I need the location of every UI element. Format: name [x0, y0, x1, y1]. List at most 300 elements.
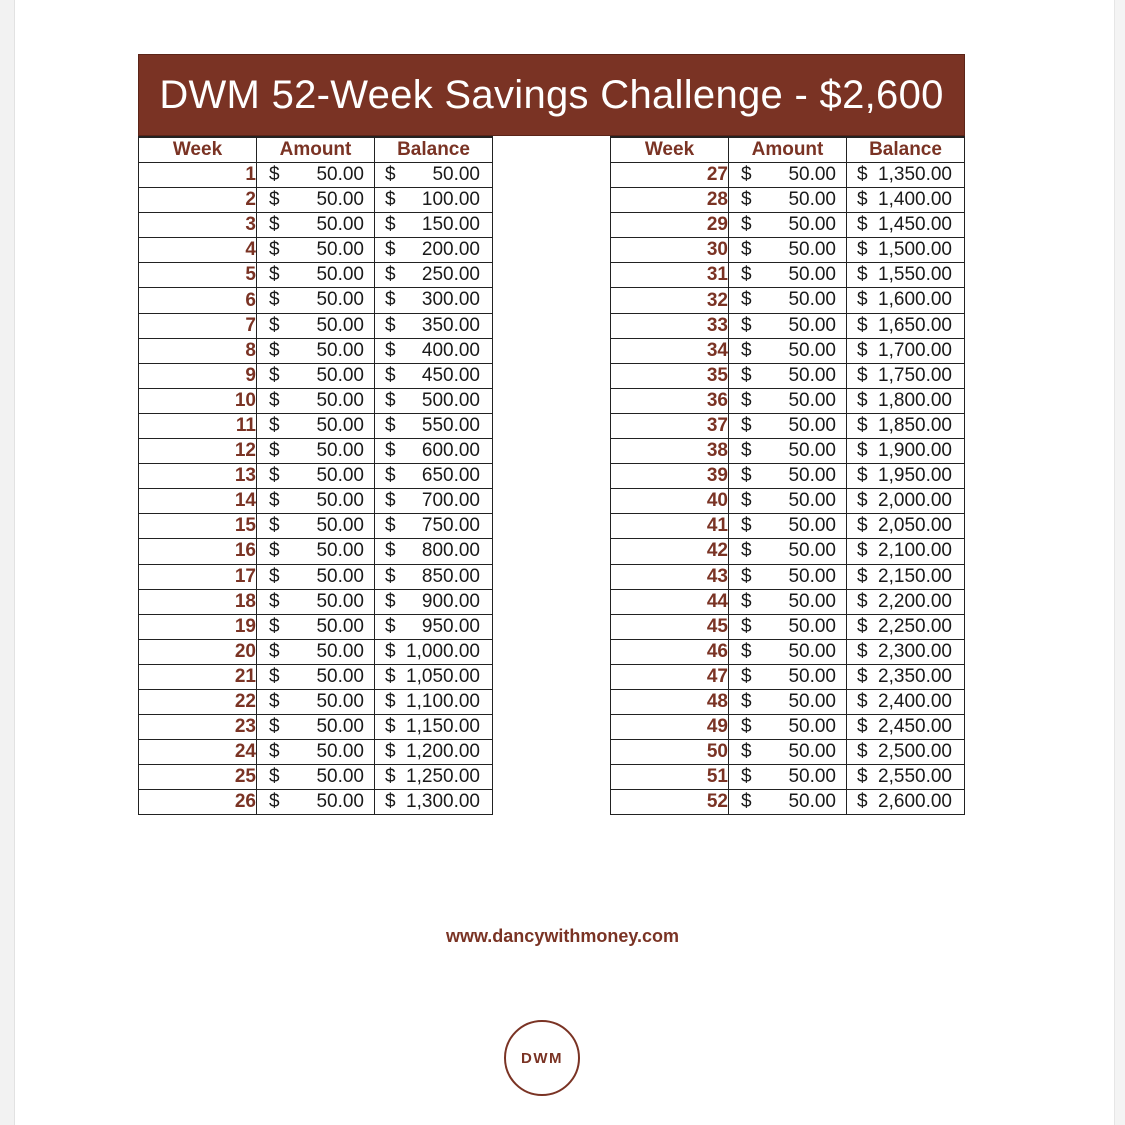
- amount-cell: [257, 740, 375, 765]
- balance-cell: [847, 338, 965, 363]
- currency-symbol: $: [385, 490, 396, 512]
- balance-value: 700.00: [421, 490, 480, 512]
- currency-symbol: $: [269, 766, 280, 788]
- balance-value: 2,000.00: [878, 490, 952, 512]
- amount-value: 50.00: [788, 690, 836, 712]
- week-number: 50: [611, 740, 729, 765]
- table-row: [611, 589, 965, 614]
- currency-symbol: $: [741, 289, 752, 311]
- table-row: [139, 213, 493, 238]
- amount-value: 50.00: [788, 766, 836, 788]
- week-number: 19: [139, 614, 257, 639]
- balance-cell: [375, 689, 493, 714]
- balance-cell: [847, 539, 965, 564]
- amount-value: 50.00: [788, 214, 836, 236]
- amount-cell: [257, 514, 375, 539]
- balance-cell: [847, 288, 965, 313]
- balance-value: 200.00: [421, 239, 480, 261]
- amount-value: 50.00: [316, 164, 364, 185]
- amount-value: 50.00: [316, 465, 364, 487]
- balance-cell: [375, 639, 493, 664]
- table-row: [139, 313, 493, 338]
- balance-cell: [847, 639, 965, 664]
- amount-cell: [729, 689, 847, 714]
- table-row: [139, 790, 493, 815]
- currency-symbol: $: [741, 364, 752, 386]
- amount-column-header: Amount: [729, 137, 847, 163]
- balance-value: 300.00: [421, 289, 480, 311]
- amount-value: 50.00: [316, 565, 364, 587]
- week-number: 32: [611, 288, 729, 313]
- amount-value: 50.00: [788, 716, 836, 738]
- week-number: 33: [611, 313, 729, 338]
- currency-symbol: $: [741, 741, 752, 763]
- currency-symbol: $: [385, 440, 396, 462]
- amount-value: 50.00: [788, 465, 836, 487]
- table-row: [611, 439, 965, 464]
- currency-symbol: $: [741, 590, 752, 612]
- currency-symbol: $: [741, 164, 752, 185]
- amount-cell: [257, 614, 375, 639]
- week-number: 7: [139, 313, 257, 338]
- balance-cell: [375, 188, 493, 213]
- table-row: [611, 539, 965, 564]
- amount-column-header: Amount: [257, 137, 375, 163]
- balance-value: 1,150.00: [406, 716, 480, 738]
- balance-value: 2,100.00: [878, 540, 952, 562]
- currency-symbol: $: [741, 791, 752, 813]
- savings-table-weeks-27-52: [610, 136, 965, 815]
- week-number: 48: [611, 689, 729, 714]
- currency-symbol: $: [741, 214, 752, 236]
- amount-cell: [729, 439, 847, 464]
- table-row: [139, 715, 493, 740]
- week-number: 6: [139, 288, 257, 313]
- week-number: 35: [611, 363, 729, 388]
- table-row: [611, 263, 965, 288]
- table-row: [611, 338, 965, 363]
- table-row: [611, 313, 965, 338]
- balance-value: 1,750.00: [878, 364, 952, 386]
- balance-cell: [847, 514, 965, 539]
- week-number: 45: [611, 614, 729, 639]
- currency-symbol: $: [269, 791, 280, 813]
- currency-symbol: $: [741, 264, 752, 286]
- amount-value: 50.00: [316, 364, 364, 386]
- currency-symbol: $: [385, 590, 396, 612]
- balance-cell: [847, 163, 965, 188]
- currency-symbol: $: [857, 214, 868, 236]
- amount-value: 50.00: [316, 590, 364, 612]
- balance-cell: [375, 464, 493, 489]
- week-number: 1: [139, 163, 257, 188]
- amount-value: 50.00: [788, 440, 836, 462]
- balance-cell: [375, 740, 493, 765]
- amount-value: 50.00: [316, 766, 364, 788]
- amount-cell: [257, 589, 375, 614]
- amount-value: 50.00: [316, 640, 364, 662]
- amount-cell: [729, 539, 847, 564]
- currency-symbol: $: [857, 791, 868, 813]
- balance-value: 350.00: [421, 314, 480, 336]
- currency-symbol: $: [741, 515, 752, 537]
- currency-symbol: $: [385, 189, 396, 211]
- amount-cell: [729, 614, 847, 639]
- currency-symbol: $: [385, 289, 396, 311]
- table-body: [139, 163, 493, 815]
- balance-cell: [847, 238, 965, 263]
- table-row: [611, 388, 965, 413]
- week-number: 25: [139, 765, 257, 790]
- table-row: [611, 413, 965, 438]
- currency-symbol: $: [385, 515, 396, 537]
- balance-value: 900.00: [421, 590, 480, 612]
- balance-value: 750.00: [421, 515, 480, 537]
- amount-cell: [729, 639, 847, 664]
- currency-symbol: $: [269, 164, 280, 185]
- amount-value: 50.00: [316, 615, 364, 637]
- week-number: 11: [139, 413, 257, 438]
- currency-symbol: $: [385, 314, 396, 336]
- balance-value: 2,300.00: [878, 640, 952, 662]
- currency-symbol: $: [385, 741, 396, 763]
- savings-table-weeks-1-26: [138, 136, 493, 815]
- balance-value: 1,800.00: [878, 389, 952, 411]
- currency-symbol: $: [741, 490, 752, 512]
- balance-value: 650.00: [421, 465, 480, 487]
- balance-cell: [375, 790, 493, 815]
- currency-symbol: $: [741, 565, 752, 587]
- balance-cell: [375, 238, 493, 263]
- currency-symbol: $: [269, 640, 280, 662]
- currency-symbol: $: [269, 540, 280, 562]
- week-column-header: Week: [139, 137, 257, 163]
- currency-symbol: $: [269, 565, 280, 587]
- amount-cell: [729, 464, 847, 489]
- currency-symbol: $: [269, 364, 280, 386]
- balance-value: 800.00: [421, 540, 480, 562]
- week-number: 15: [139, 514, 257, 539]
- currency-symbol: $: [741, 615, 752, 637]
- currency-symbol: $: [857, 414, 868, 436]
- currency-symbol: $: [857, 766, 868, 788]
- week-number: 21: [139, 664, 257, 689]
- table-row: [139, 338, 493, 363]
- amount-cell: [257, 765, 375, 790]
- table-header-row: [611, 137, 965, 163]
- amount-cell: [257, 689, 375, 714]
- amount-value: 50.00: [788, 590, 836, 612]
- table-row: [139, 163, 493, 188]
- balance-cell: [847, 790, 965, 815]
- amount-value: 50.00: [316, 339, 364, 361]
- balance-cell: [375, 765, 493, 790]
- balance-cell: [375, 539, 493, 564]
- currency-symbol: $: [857, 665, 868, 687]
- table-row: [139, 489, 493, 514]
- amount-cell: [257, 439, 375, 464]
- currency-symbol: $: [857, 189, 868, 211]
- balance-value: 950.00: [421, 615, 480, 637]
- table-row: [611, 614, 965, 639]
- balance-cell: [847, 263, 965, 288]
- week-number: 27: [611, 163, 729, 188]
- currency-symbol: $: [269, 440, 280, 462]
- currency-symbol: $: [269, 665, 280, 687]
- balance-value: 1,000.00: [406, 640, 480, 662]
- balance-value: 2,200.00: [878, 590, 952, 612]
- table-row: [611, 564, 965, 589]
- currency-symbol: $: [385, 339, 396, 361]
- currency-symbol: $: [857, 440, 868, 462]
- currency-symbol: $: [857, 690, 868, 712]
- page-edge-left: [0, 0, 15, 1125]
- balance-cell: [375, 664, 493, 689]
- balance-cell: [375, 614, 493, 639]
- currency-symbol: $: [269, 264, 280, 286]
- balance-cell: [847, 614, 965, 639]
- week-number: 18: [139, 589, 257, 614]
- week-number: 34: [611, 338, 729, 363]
- currency-symbol: $: [857, 490, 868, 512]
- balance-column-header: Balance: [375, 137, 493, 163]
- currency-symbol: $: [857, 465, 868, 487]
- balance-cell: [847, 715, 965, 740]
- currency-symbol: $: [857, 515, 868, 537]
- table-row: [611, 363, 965, 388]
- amount-cell: [729, 413, 847, 438]
- week-number: 9: [139, 363, 257, 388]
- balance-cell: [375, 163, 493, 188]
- table-row: [139, 464, 493, 489]
- amount-cell: [729, 765, 847, 790]
- logo-text: DWM: [521, 1049, 563, 1067]
- week-number: 14: [139, 489, 257, 514]
- currency-symbol: $: [741, 440, 752, 462]
- amount-cell: [257, 790, 375, 815]
- week-number: 24: [139, 740, 257, 765]
- currency-symbol: $: [741, 339, 752, 361]
- amount-cell: [257, 263, 375, 288]
- table-row: [139, 388, 493, 413]
- amount-value: 50.00: [316, 540, 364, 562]
- balance-value: 1,200.00: [406, 741, 480, 763]
- balance-cell: [375, 514, 493, 539]
- balance-value: 1,400.00: [878, 189, 952, 211]
- amount-cell: [257, 464, 375, 489]
- amount-value: 50.00: [788, 791, 836, 813]
- amount-cell: [729, 263, 847, 288]
- currency-symbol: $: [385, 766, 396, 788]
- table-row: [139, 765, 493, 790]
- table-row: [611, 288, 965, 313]
- table-row: [139, 263, 493, 288]
- amount-cell: [729, 564, 847, 589]
- table-row: [611, 188, 965, 213]
- currency-symbol: $: [385, 665, 396, 687]
- balance-value: 50.00: [432, 164, 480, 185]
- currency-symbol: $: [857, 590, 868, 612]
- table-row: [139, 363, 493, 388]
- balance-cell: [375, 388, 493, 413]
- week-number: 39: [611, 464, 729, 489]
- week-number: 41: [611, 514, 729, 539]
- amount-value: 50.00: [316, 690, 364, 712]
- amount-value: 50.00: [316, 490, 364, 512]
- balance-value: 1,850.00: [878, 414, 952, 436]
- table-row: [139, 664, 493, 689]
- balance-cell: [375, 338, 493, 363]
- balance-cell: [847, 589, 965, 614]
- amount-cell: [257, 338, 375, 363]
- page-edge-right: [1114, 0, 1125, 1125]
- currency-symbol: $: [385, 716, 396, 738]
- table-row: [139, 614, 493, 639]
- currency-symbol: $: [741, 716, 752, 738]
- week-number: 30: [611, 238, 729, 263]
- week-number: 31: [611, 263, 729, 288]
- currency-symbol: $: [857, 289, 868, 311]
- currency-symbol: $: [385, 164, 396, 185]
- amount-value: 50.00: [788, 164, 836, 185]
- balance-value: 1,950.00: [878, 465, 952, 487]
- amount-cell: [729, 288, 847, 313]
- week-column-header: Week: [611, 137, 729, 163]
- currency-symbol: $: [741, 239, 752, 261]
- amount-value: 50.00: [788, 264, 836, 286]
- amount-value: 50.00: [788, 364, 836, 386]
- currency-symbol: $: [385, 414, 396, 436]
- currency-symbol: $: [857, 264, 868, 286]
- balance-cell: [847, 213, 965, 238]
- amount-cell: [257, 188, 375, 213]
- week-number: 8: [139, 338, 257, 363]
- currency-symbol: $: [385, 239, 396, 261]
- amount-value: 50.00: [316, 515, 364, 537]
- table-row: [139, 238, 493, 263]
- balance-cell: [847, 188, 965, 213]
- amount-value: 50.00: [788, 490, 836, 512]
- amount-cell: [729, 388, 847, 413]
- currency-symbol: $: [269, 389, 280, 411]
- amount-cell: [729, 338, 847, 363]
- table-row: [139, 539, 493, 564]
- currency-symbol: $: [857, 540, 868, 562]
- amount-value: 50.00: [316, 289, 364, 311]
- balance-cell: [375, 213, 493, 238]
- amount-cell: [729, 514, 847, 539]
- week-number: 42: [611, 539, 729, 564]
- balance-cell: [375, 439, 493, 464]
- table-row: [139, 689, 493, 714]
- currency-symbol: $: [857, 339, 868, 361]
- balance-cell: [847, 765, 965, 790]
- week-number: 23: [139, 715, 257, 740]
- week-number: 49: [611, 715, 729, 740]
- table-row: [611, 489, 965, 514]
- balance-value: 1,250.00: [406, 766, 480, 788]
- amount-cell: [257, 564, 375, 589]
- amount-value: 50.00: [316, 389, 364, 411]
- balance-cell: [375, 589, 493, 614]
- amount-value: 50.00: [316, 414, 364, 436]
- amount-value: 50.00: [788, 389, 836, 411]
- currency-symbol: $: [741, 690, 752, 712]
- currency-symbol: $: [385, 264, 396, 286]
- amount-value: 50.00: [788, 314, 836, 336]
- balance-value: 1,700.00: [878, 339, 952, 361]
- balance-cell: [847, 388, 965, 413]
- week-number: 29: [611, 213, 729, 238]
- amount-cell: [729, 313, 847, 338]
- week-number: 43: [611, 564, 729, 589]
- balance-value: 2,350.00: [878, 665, 952, 687]
- balance-cell: [847, 689, 965, 714]
- amount-cell: [257, 413, 375, 438]
- table-row: [611, 514, 965, 539]
- balance-value: 150.00: [421, 214, 480, 236]
- currency-symbol: $: [741, 540, 752, 562]
- currency-symbol: $: [385, 690, 396, 712]
- table-row: [611, 689, 965, 714]
- balance-value: 2,500.00: [878, 741, 952, 763]
- currency-symbol: $: [857, 239, 868, 261]
- week-number: 20: [139, 639, 257, 664]
- currency-symbol: $: [385, 540, 396, 562]
- balance-value: 100.00: [421, 189, 480, 211]
- currency-symbol: $: [269, 515, 280, 537]
- amount-cell: [257, 664, 375, 689]
- balance-cell: [375, 263, 493, 288]
- balance-value: 1,300.00: [406, 791, 480, 813]
- table-row: [611, 790, 965, 815]
- currency-symbol: $: [269, 339, 280, 361]
- amount-value: 50.00: [788, 741, 836, 763]
- currency-symbol: $: [741, 189, 752, 211]
- balance-value: 450.00: [421, 364, 480, 386]
- table-body: [611, 163, 965, 815]
- amount-value: 50.00: [316, 716, 364, 738]
- currency-symbol: $: [269, 716, 280, 738]
- currency-symbol: $: [269, 189, 280, 211]
- week-number: 2: [139, 188, 257, 213]
- currency-symbol: $: [741, 665, 752, 687]
- balance-cell: [375, 489, 493, 514]
- table-row: [139, 639, 493, 664]
- balance-value: 2,550.00: [878, 766, 952, 788]
- currency-symbol: $: [385, 640, 396, 662]
- currency-symbol: $: [741, 389, 752, 411]
- amount-value: 50.00: [788, 414, 836, 436]
- currency-symbol: $: [857, 389, 868, 411]
- amount-value: 50.00: [788, 640, 836, 662]
- table-row: [139, 288, 493, 313]
- table-row: [139, 439, 493, 464]
- table-row: [139, 589, 493, 614]
- amount-value: 50.00: [316, 791, 364, 813]
- balance-value: 2,050.00: [878, 515, 952, 537]
- amount-value: 50.00: [316, 239, 364, 261]
- balance-cell: [375, 313, 493, 338]
- balance-cell: [847, 413, 965, 438]
- currency-symbol: $: [857, 364, 868, 386]
- amount-value: 50.00: [788, 565, 836, 587]
- table-row: [611, 163, 965, 188]
- balance-value: 2,400.00: [878, 690, 952, 712]
- balance-value: 1,500.00: [878, 239, 952, 261]
- currency-symbol: $: [269, 289, 280, 311]
- week-number: 4: [139, 238, 257, 263]
